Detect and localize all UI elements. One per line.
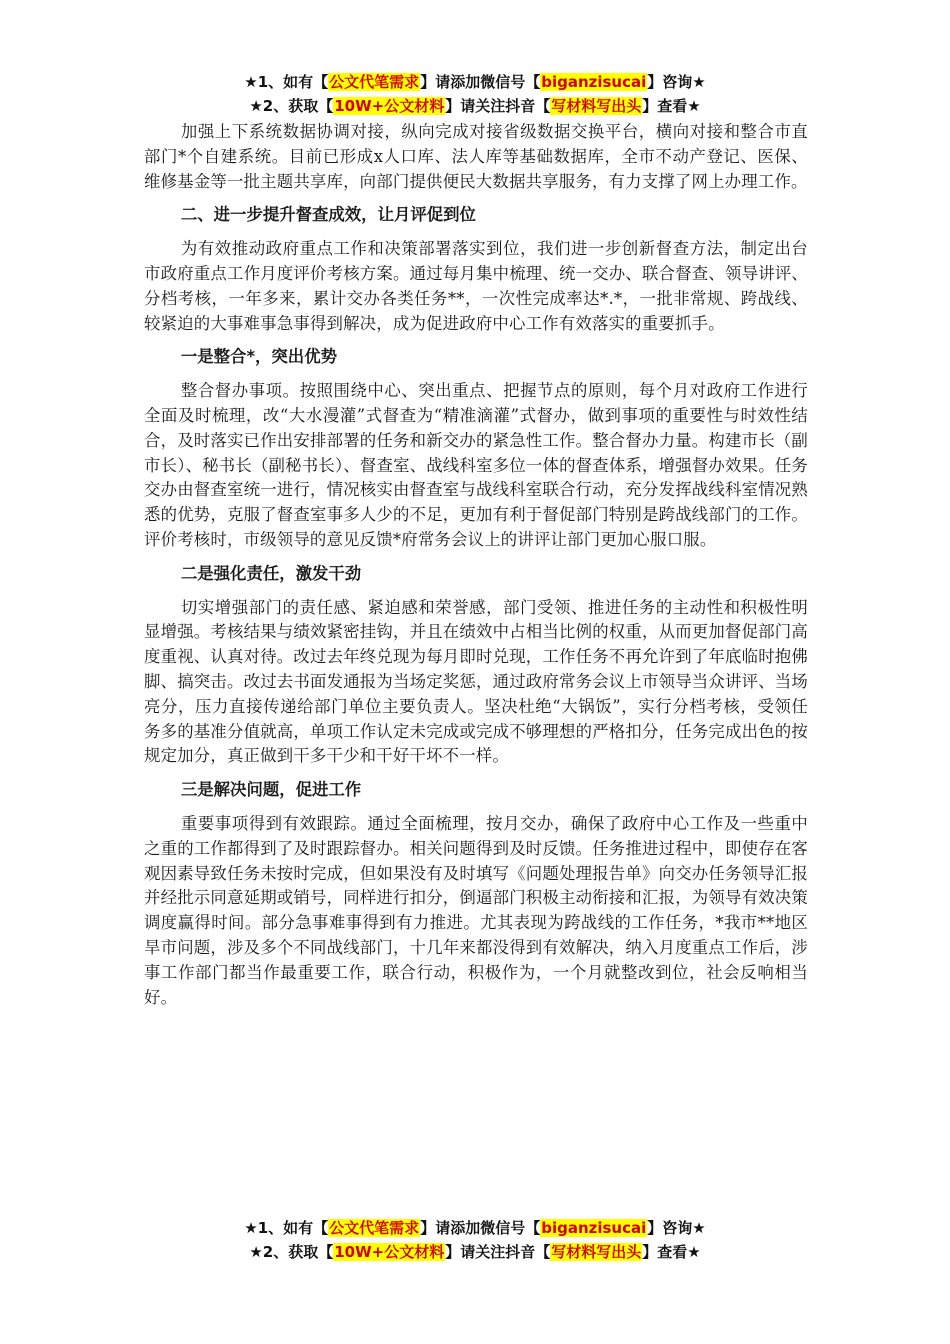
banner-text: ★2、获取【 (249, 97, 334, 115)
banner-highlight: 写材料写出头 (551, 97, 642, 115)
header-banner (0, 70, 950, 118)
subsection-heading: 一是整合*，突出优势 (180, 347, 337, 367)
document-body (144, 120, 808, 1010)
banner-highlight: 公文代笔需求 (329, 1219, 420, 1237)
banner-line-1 (0, 1216, 950, 1240)
banner-line-1 (0, 70, 950, 94)
paragraph: 整合督办事项。按照围绕中心、突出重点、把握节点的原则，每个月对政府工作进行全面及时梳理，改“大水漫灌”式督查为“精准滴灌”式督办，做到事项的重要性与时效性结合，及时落实已作出安排部署的任务和新交办的紧急性工作。整合督办力量。构建市长（副市长）、秘书长（副秘书长）、督查室、战线科室多位一体的督查体系，增强督办效果。任务交办由督查室统一进行，情况核实由督查室与战线科室联合行动，充分发挥战线科室情况熟悉的优势，克服了督查室事多人少的不足，更加有利于督促部门特别是跨战线部门的工作。评价考核时，市级领导的意见反馈*府常务会议上的讲评让部门更加心服口服。 (144, 381, 808, 549)
banner-text: ★1、如有【 (244, 1219, 329, 1237)
banner-line-2 (0, 1240, 950, 1264)
subsection-heading: 三是解决问题，促进工作 (180, 780, 362, 800)
banner-text: 】请添加微信号【 (420, 1219, 541, 1237)
banner-text: 】咨询★ (647, 73, 706, 91)
paragraph: 为有效推动政府重点工作和决策部署落实到位，我们进一步创新督查方法，制定出台市政府重点工作月度评价考核方案。通过每月集中梳理、统一交办、联合督查、领导讲评、分档考核，一年多来，累计交办各类任务**，一次性完成率达*.*，一批非常规、跨战线、较紧迫的大事难事急事得到解决，成为促进政府中心工作有效落实的重要抓手。 (144, 239, 808, 333)
footer-banner (0, 1216, 950, 1264)
subsection-heading: 二是强化责任，激发干劲 (180, 563, 362, 583)
banner-text: ★1、如有【 (244, 73, 329, 91)
banner-highlight: biganzisucai (541, 73, 647, 91)
banner-line-2 (0, 94, 950, 118)
banner-text: 】查看★ (642, 1243, 701, 1261)
paragraph: 切实增强部门的责任感、紧迫感和荣誉感，部门受领、推进任务的主动性和积极性明显增强。考核结果与绩效紧密挂钩，并且在绩效中占相当比例的权重，从而更加督促部门高度重视、认真对待。改过去年终兑现为每月即时兑现，工作任务不再允许到了年底临时抱佛脚、搞突击。改过去书面发通报为当场定奖惩，通过政府常务会议上市领导当众讲评、当场亮分，压力直接传递给部门单位主要负责人。坚决杜绝“大锅饭”，实行分档考核，受领任务多的基准分值就高，单项工作认定未完成或完成不够理想的严格扣分，任务完成出色的按规定加分，真正做到干多干少和干好干坏不一样。 (144, 597, 808, 766)
banner-text: ★2、获取【 (249, 1243, 334, 1261)
banner-highlight: 公文代笔需求 (329, 73, 420, 91)
banner-highlight: 写材料写出头 (551, 1243, 642, 1261)
paragraph: 加强上下系统数据协调对接，纵向完成对接省级数据交换平台，横向对接和整合市直部门*个自建系统。目前已形成x人口库、法人库等基础数据库，全市不动产登记、医保、维修基金等一批主题共享库，向部门提供便民大数据共享服务，有力支撑了网上办理工作。 (144, 122, 808, 191)
banner-text: 】请添加微信号【 (420, 73, 541, 91)
banner-text: 】请关注抖音【 (445, 1243, 551, 1261)
banner-highlight: biganzisucai (541, 1219, 647, 1237)
section-heading: 二、进一步提升督查成效，让月评促到位 (180, 205, 476, 225)
paragraph: 重要事项得到有效跟踪。通过全面梳理，按月交办，确保了政府中心工作及一些重中之重的工作都得到了及时跟踪督办。相关问题得到及时反馈。任务推进过程中，即使存在客观因素导致任务未按时完成，但如果没有及时填写《问题处理报告单》向交办任务领导汇报并经批示同意延期或销号，同样进行扣分，倒逼部门积极主动衔接和汇报，为领导有效决策调度赢得时间。部分急事难事得到有力推进。尤其表现为跨战线的工作任务，*我市**地区旱市问题，涉及多个不同战线部门，十几年来都没得到有效解决，纳入月度重点工作后，涉事工作部门都当作最重要工作，联合行动，积极作为，一个月就整改到位，社会反响相当好。 (144, 813, 808, 1007)
banner-text: 】请关注抖音【 (445, 97, 551, 115)
banner-highlight: 10W+公文材料 (334, 97, 445, 115)
banner-highlight: 10W+公文材料 (334, 1243, 445, 1261)
banner-text: 】咨询★ (647, 1219, 706, 1237)
banner-text: 】查看★ (642, 97, 701, 115)
